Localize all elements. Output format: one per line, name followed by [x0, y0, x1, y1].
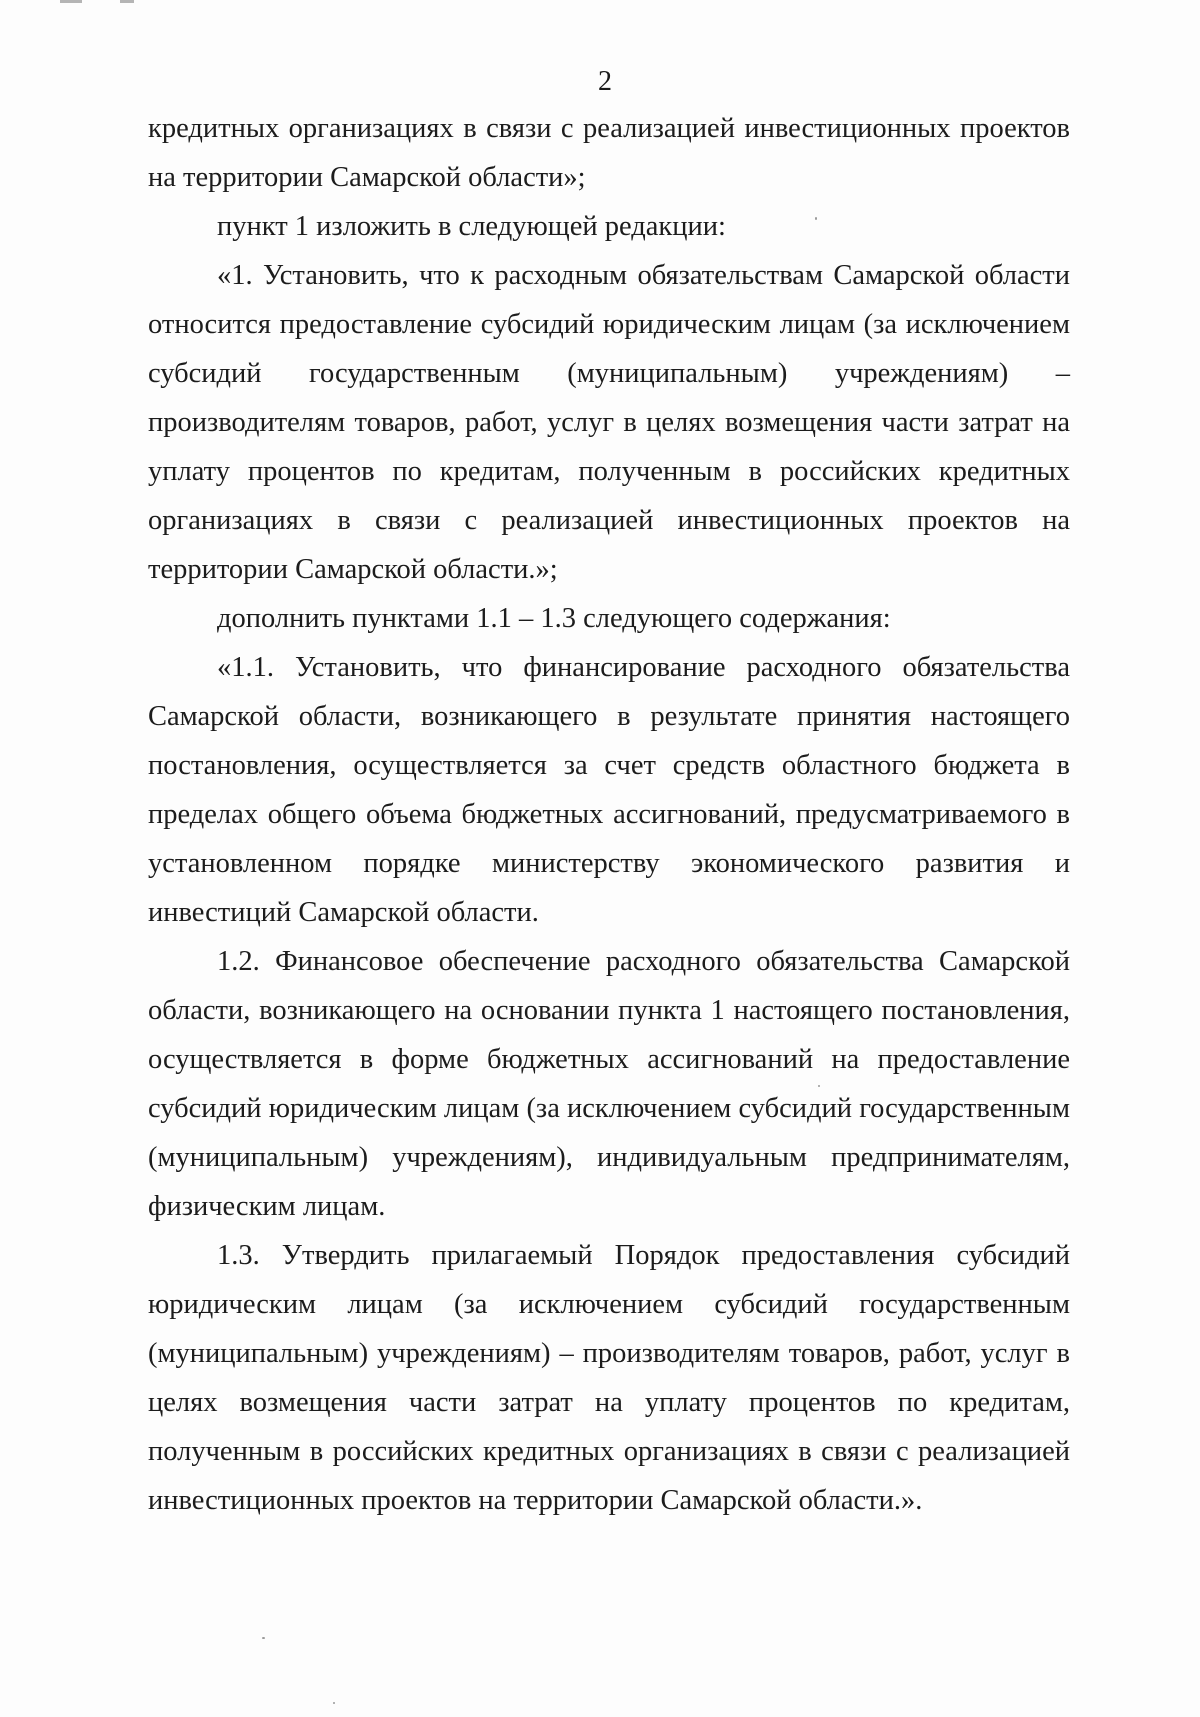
- paragraph-continuation: кредитных организациях в связи с реализацией инвестиционных проектов на территории Самарской области»;: [148, 113, 1070, 193]
- scan-speck: [333, 1702, 335, 1704]
- paragraph-point-1-intro: пункт 1 изложить в следующей редакции:: [217, 211, 726, 242]
- paragraph-point-1: «1. Установить, что к расходным обязательствам Самарской области относится предоставление субсидий юридическим лицам (за исключением субсидий государственным (муниципальным) учреждениям) – производителям товаров, работ, услуг в целях возмещения части затрат на уплату процентов по кредитам, полученным в российских кредитных организациях в связи с реализацией инвестиционных проектов на территории Самарской области.»;: [148, 260, 1070, 585]
- paragraph-point-1-1: «1.1. Установить, что финансирование расходного обязательства Самарской области, возникающего в результате принятия настоящего постановления, осуществляется за счет средств областного бюджета в пределах общего объема бюджетных ассигнований, предусматриваемого в установленном порядке министерству экономического развития и инвестиций Самарской области.: [148, 652, 1070, 928]
- page-number: 2: [598, 66, 612, 97]
- paragraph-point-1-2: 1.2. Финансовое обеспечение расходного обязательства Самарской области, возникающего на основании пункта 1 настоящего постановления, осуществляется в форме бюджетных ассигнований на предоставление субсидий юридическим лицам (за исключением субсидий государственным (муниципальным) учреждениям), индивидуальным предпринимателям, физическим лицам.: [148, 946, 1070, 1222]
- scan-speck: [815, 217, 817, 220]
- paragraph-additions-intro: дополнить пунктами 1.1 – 1.3 следующего содержания:: [217, 603, 891, 634]
- scan-edge-mark: [120, 0, 134, 3]
- scan-edge-mark: [60, 0, 82, 3]
- scan-speck: [818, 1085, 820, 1087]
- paragraph-point-1-3: 1.3. Утвердить прилагаемый Порядок предоставления субсидий юридическим лицам (за исключением субсидий государственным (муниципальным) учреждениям) – производителям товаров, работ, услуг в целях возмещения части затрат на уплату процентов по кредитам, полученным в российских кредитных организациях в связи с реализацией инвестиционных проектов на территории Самарской области.».: [148, 1240, 1070, 1516]
- document-body: [148, 104, 1070, 1525]
- scan-speck: [262, 1637, 265, 1639]
